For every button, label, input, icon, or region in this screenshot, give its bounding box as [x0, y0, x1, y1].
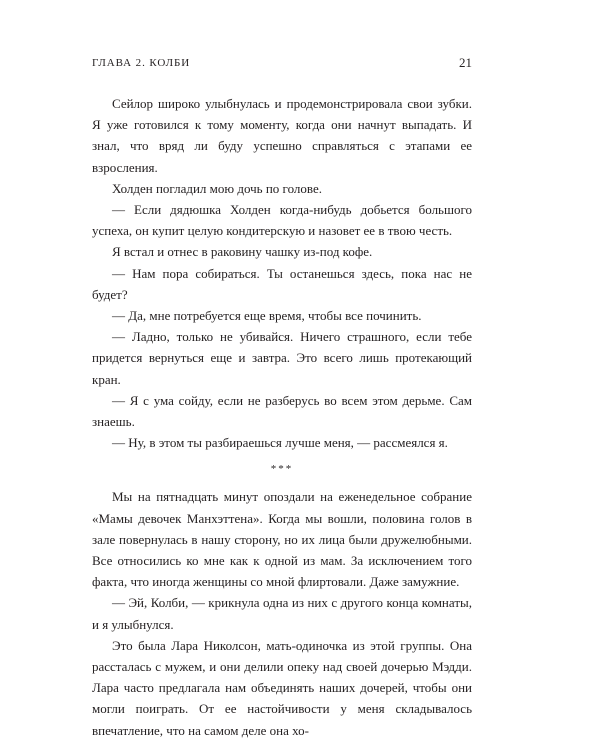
scene-break: ***: [270, 463, 294, 476]
paragraph: — Ладно, только не убивайся. Ничего страшного, если тебе придется вернуться еще и завтра. Это всего лишь протекающий кран.: [92, 329, 472, 387]
paragraph: — Нам пора собираться. Ты останешься здесь, пока нас не будет?: [92, 265, 472, 302]
paragraph: Мы на пятнадцать минут опоздали на еженедельное собрание «Мамы девочек Манхэттена». Когда мы вошли, половина голов в зале повернулась в нашу сторону, но их лица были дружелюбными. Все относились ко мне как к одной из мам. За исключением того факта, что иногда женщины со мной флиртовали. Даже замужние.: [92, 489, 472, 590]
chapter-title: ГЛАВА 2. КОЛБИ: [92, 57, 191, 69]
body-text: [92, 93, 472, 741]
paragraph: — Да, мне потребуется еще время, чтобы все починить.: [112, 308, 422, 324]
running-head: [92, 55, 472, 71]
paragraph: Сейлор широко улыбнулась и продемонстрировала свои зубки. Я уже готовился к тому моменту, когда они начнут выпадать. И знал, что вряд ли буду успешно справляться с этапами ее взросления.: [92, 96, 472, 175]
paragraph: — Я с ума сойду, если не разберусь во всем этом дерьме. Сам знаешь.: [92, 392, 472, 430]
paragraph: — Ну, в этом ты разбираешься лучше меня, — рассмеялся я.: [112, 435, 448, 451]
paragraph: Я встал и отнес в раковину чашку из-под кофе.: [112, 244, 373, 260]
page-number: 21: [459, 55, 472, 70]
paragraph: Холден погладил мою дочь по голове.: [112, 180, 322, 196]
paragraph: Это была Лара Николсон, мать-одиночка из этой группы. Она рассталась с мужем, и они делили опеку над своей дочерью Мэдди. Лара часто предлагала нам объединять наших дочерей, чтобы они могли поиграть. От ее настойчивости у меня складывалось впечатление, что на самом деле она хо-: [92, 637, 472, 738]
paragraph: — Если дядюшка Холден когда-нибудь добьется большого успеха, он купит целую кондитерскую и назовет ее в твою честь.: [92, 202, 472, 239]
paragraph: — Эй, Колби, — крикнула одна из них с другого конца комнаты, и я улыбнулся.: [92, 595, 472, 632]
